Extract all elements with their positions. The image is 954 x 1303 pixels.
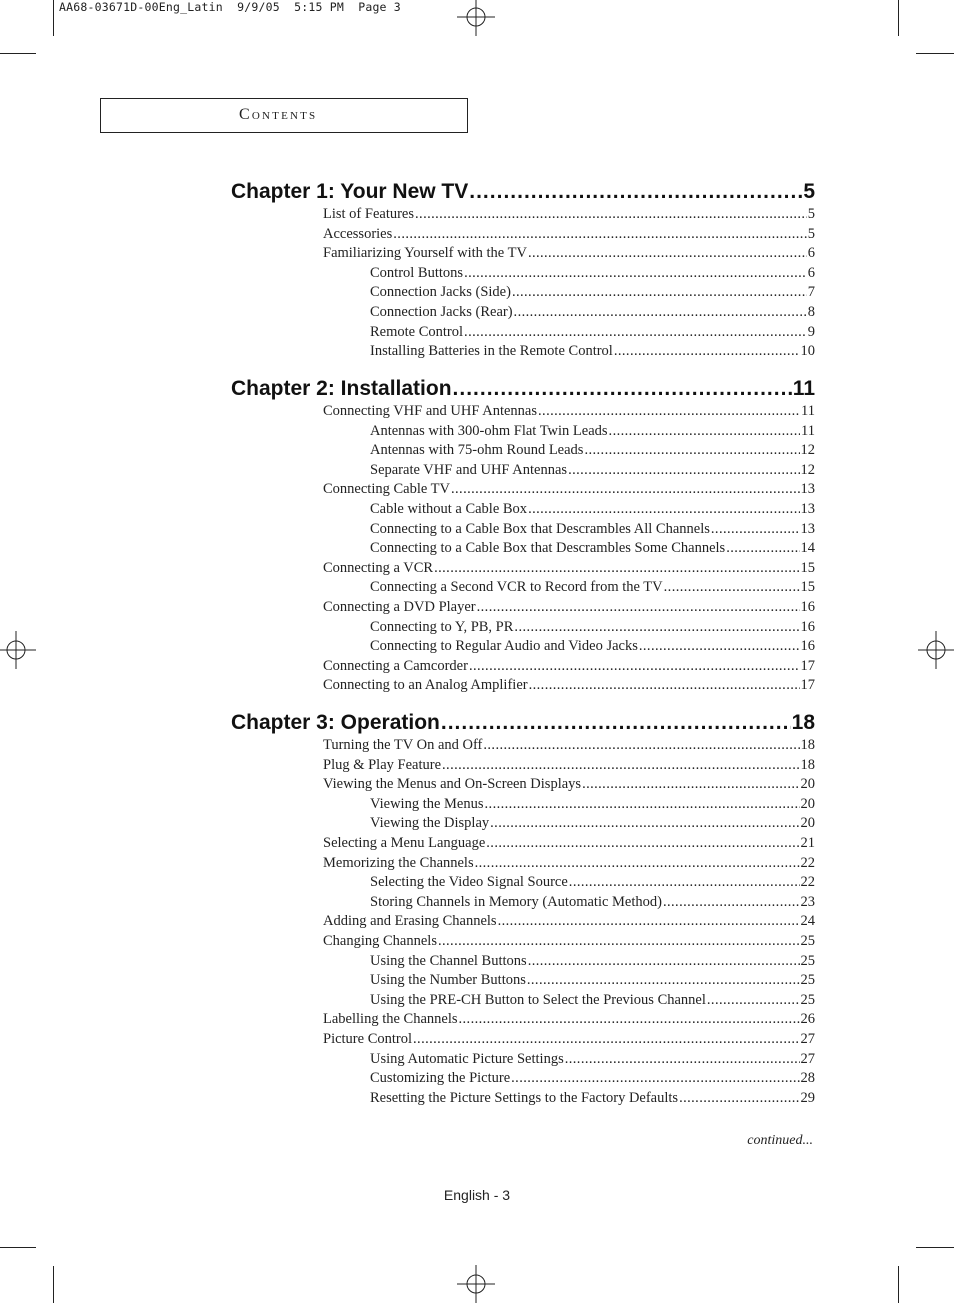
entry-page-number: 18 [800, 757, 815, 773]
toc-subentry[interactable] [370, 953, 815, 972]
dot-leader [514, 619, 799, 636]
dot-leader [441, 711, 791, 735]
dot-leader [475, 855, 800, 872]
entry-page-number: 18 [800, 737, 815, 753]
entry-title: Resetting the Picture Settings to the Factory Defaults [370, 1090, 679, 1106]
entry-title: Turning the TV On and Off [323, 737, 483, 753]
toc-subentry[interactable] [370, 423, 815, 442]
dot-leader [483, 737, 799, 754]
entry-title: Selecting a Menu Language [323, 835, 486, 851]
toc-subentry[interactable] [370, 343, 815, 362]
entry-page-number: 16 [800, 619, 815, 635]
entry-title: Connecting a DVD Player [323, 599, 476, 615]
toc-subentry[interactable] [370, 324, 815, 343]
entry-page-number: 5 [807, 226, 815, 242]
crop-mark [0, 1247, 36, 1248]
dot-leader [514, 304, 807, 321]
toc-entry[interactable] [323, 1031, 815, 1050]
toc-subentry[interactable] [370, 304, 815, 323]
entry-title: Selecting the Video Signal Source [370, 874, 568, 890]
entry-title: Connection Jacks (Rear) [370, 304, 513, 320]
entry-page-number: 25 [800, 953, 815, 969]
dot-leader [664, 579, 800, 596]
continued-note: continued... [747, 1133, 813, 1148]
entry-title: Connection Jacks (Side) [370, 284, 511, 300]
entry-page-number: 7 [807, 284, 815, 300]
toc-entry[interactable] [323, 599, 815, 618]
entry-page-number: 9 [807, 324, 815, 340]
entry-title: Connecting to an Analog Amplifier [323, 677, 528, 693]
toc-entry[interactable] [323, 933, 815, 952]
dot-leader [565, 1051, 800, 1068]
toc-entry[interactable] [323, 1011, 815, 1030]
entry-page-number: 15 [800, 579, 815, 595]
dot-leader [528, 953, 800, 970]
entry-title: Plug & Play Feature [323, 757, 442, 773]
toc-subentry[interactable] [370, 265, 815, 284]
entry-title: Using the PRE-CH Button to Select the Previous Channel [370, 992, 706, 1008]
entry-page-number: 27 [800, 1031, 815, 1047]
crop-mark [916, 1247, 954, 1248]
chapter-heading [231, 377, 815, 403]
entry-title: Viewing the Menus [370, 796, 484, 812]
registration-mark-icon [457, 1265, 495, 1303]
dot-leader [511, 1070, 799, 1087]
section-title: Contents [239, 106, 318, 123]
entry-page-number: 20 [800, 796, 815, 812]
toc-subentry[interactable] [370, 638, 815, 657]
entry-title: Using Automatic Picture Settings [370, 1051, 564, 1067]
dot-leader [584, 442, 799, 459]
crop-mark [916, 53, 954, 54]
registration-mark-icon [0, 631, 38, 669]
entry-title: Connecting a Second VCR to Record from the TV [370, 579, 663, 595]
dot-leader [413, 1031, 799, 1048]
toc-entry[interactable] [323, 677, 815, 696]
entry-page-number: 21 [800, 835, 815, 851]
dot-leader [477, 599, 800, 616]
entry-title: Familiarizing Yourself with the TV [323, 245, 527, 261]
chapter-page-number: 5 [803, 180, 815, 203]
chapter-heading [231, 711, 815, 737]
entry-page-number: 6 [807, 245, 815, 261]
toc-subentry[interactable] [370, 992, 815, 1011]
entry-title: Connecting Cable TV [323, 481, 450, 497]
entry-page-number: 25 [800, 972, 815, 988]
toc-entry[interactable] [323, 913, 815, 932]
chapter-title: Chapter 3: Operation [231, 711, 440, 734]
entry-page-number: 5 [807, 206, 815, 222]
entry-title: Connecting a VCR [323, 560, 434, 576]
toc-subentry[interactable] [370, 874, 815, 893]
dot-leader [442, 757, 799, 774]
entry-page-number: 26 [800, 1011, 815, 1027]
toc-subentry[interactable] [370, 619, 815, 638]
entry-page-number: 22 [800, 874, 815, 890]
dot-leader [663, 894, 800, 911]
entry-title: Installing Batteries in the Remote Control [370, 343, 613, 359]
entry-page-number: 12 [800, 462, 815, 478]
dot-leader [498, 913, 800, 930]
entry-page-number: 17 [800, 677, 815, 693]
entry-title: Viewing the Menus and On-Screen Displays [323, 776, 582, 792]
dot-leader [707, 992, 800, 1009]
entry-title: Customizing the Picture [370, 1070, 511, 1086]
dot-leader [528, 245, 807, 262]
entry-title: Connecting to a Cable Box that Descrambles All Channels [370, 521, 710, 537]
dot-leader [568, 462, 799, 479]
dot-leader [679, 1090, 799, 1107]
page-footer: English - 3 [443, 1187, 511, 1203]
toc-subentry[interactable] [370, 462, 815, 481]
entry-page-number: 8 [807, 304, 815, 320]
dot-leader [527, 972, 800, 989]
dot-leader [453, 377, 792, 401]
entry-page-number: 25 [800, 992, 815, 1008]
entry-title: Remote Control [370, 324, 464, 340]
entry-title: Connecting to Regular Audio and Video Jacks [370, 638, 638, 654]
entry-title: Control Buttons [370, 265, 464, 281]
entry-page-number: 16 [800, 599, 815, 615]
entry-page-number: 12 [800, 442, 815, 458]
toc-subentry[interactable] [370, 579, 815, 598]
toc-entry[interactable] [323, 757, 815, 776]
toc-entry[interactable] [323, 560, 815, 579]
dot-leader [582, 776, 799, 793]
dot-leader [609, 423, 800, 440]
toc-subentry[interactable] [370, 1090, 815, 1109]
dot-leader [614, 343, 800, 360]
entry-page-number: 29 [800, 1090, 815, 1106]
chapter-title: Chapter 2: Installation [231, 377, 452, 400]
dot-leader [490, 815, 799, 832]
entry-title: Accessories [323, 226, 393, 242]
toc-subentry[interactable] [370, 1070, 815, 1089]
toc-subentry[interactable] [370, 501, 815, 520]
toc-entry[interactable] [323, 776, 815, 795]
toc-entry[interactable] [323, 835, 815, 854]
dot-leader [393, 226, 806, 243]
entry-page-number: 11 [801, 403, 815, 419]
crop-mark [53, 1266, 54, 1303]
entry-page-number: 28 [800, 1070, 815, 1086]
entry-title: Connecting to Y, PB, PR [370, 619, 514, 635]
entry-page-number: 25 [800, 933, 815, 949]
toc-subentry[interactable] [370, 442, 815, 461]
entry-title: Connecting a Camcorder [323, 658, 468, 674]
entry-page-number: 15 [800, 560, 815, 576]
entry-page-number: 13 [800, 481, 815, 497]
dot-leader [464, 265, 807, 282]
toc-entry[interactable] [323, 658, 815, 677]
dot-leader [485, 796, 800, 813]
entry-page-number: 10 [800, 343, 815, 359]
toc-subentry[interactable] [370, 521, 815, 540]
dot-leader [529, 677, 800, 694]
entry-title: Using the Channel Buttons [370, 953, 527, 969]
toc-entry[interactable] [323, 206, 815, 225]
entry-page-number: 11 [801, 423, 815, 439]
dot-leader [464, 324, 807, 341]
dot-leader [459, 1011, 800, 1028]
entry-title: Cable without a Cable Box [370, 501, 528, 517]
entry-page-number: 13 [800, 521, 815, 537]
crop-mark [0, 53, 36, 54]
entry-page-number: 23 [800, 894, 815, 910]
entry-title: Storing Channels in Memory (Automatic Method) [370, 894, 662, 910]
entry-title: Changing Channels [323, 933, 437, 949]
toc-entry[interactable] [323, 737, 815, 756]
entry-page-number: 13 [800, 501, 815, 517]
print-slug: AA68-03671D-00Eng_Latin 9/9/05 5:15 PM Page 3 [59, 0, 401, 14]
toc-entry[interactable] [323, 855, 815, 874]
dot-leader [486, 835, 799, 852]
entry-page-number: 27 [800, 1051, 815, 1067]
dot-leader [512, 284, 807, 301]
toc-subentry[interactable] [370, 1051, 815, 1070]
dot-leader [438, 933, 800, 950]
entry-page-number: 6 [807, 265, 815, 281]
section-header [100, 98, 468, 133]
entry-title: Connecting to a Cable Box that Descrambles Some Channels [370, 540, 726, 556]
dot-leader [538, 403, 800, 420]
dot-leader [569, 874, 800, 891]
registration-mark-icon [916, 631, 954, 669]
dot-leader [451, 481, 800, 498]
entry-title: Using the Number Buttons [370, 972, 526, 988]
entry-page-number: 20 [800, 776, 815, 792]
dot-leader [415, 206, 807, 223]
entry-page-number: 24 [800, 913, 815, 929]
chapter-page-number: 11 [792, 377, 815, 400]
dot-leader [469, 658, 800, 675]
toc-entry[interactable] [323, 245, 815, 264]
toc-subentry[interactable] [370, 972, 815, 991]
chapter-page-number: 18 [791, 711, 815, 734]
chapter-title: Chapter 1: Your New TV [231, 180, 469, 203]
toc-subentry[interactable] [370, 815, 815, 834]
chapter-heading [231, 180, 815, 206]
dot-leader [639, 638, 800, 655]
dot-leader [469, 180, 802, 204]
toc-entry[interactable] [323, 403, 815, 422]
entry-title: Connecting VHF and UHF Antennas [323, 403, 538, 419]
entry-title: Labelling the Channels [323, 1011, 458, 1027]
entry-title: Separate VHF and UHF Antennas [370, 462, 568, 478]
entry-title: Viewing the Display [370, 815, 490, 831]
entry-title: Adding and Erasing Channels [323, 913, 497, 929]
entry-page-number: 14 [800, 540, 815, 556]
dot-leader [434, 560, 799, 577]
entry-page-number: 20 [800, 815, 815, 831]
entry-title: Memorizing the Channels [323, 855, 474, 871]
entry-page-number: 22 [800, 855, 815, 871]
entry-title: Picture Control [323, 1031, 413, 1047]
crop-mark [898, 0, 899, 36]
dot-leader [528, 501, 799, 518]
registration-mark-icon [457, 0, 495, 38]
entry-page-number: 17 [800, 658, 815, 674]
toc-subentry[interactable] [370, 894, 815, 913]
dot-leader [726, 540, 799, 557]
entry-title: Antennas with 75-ohm Round Leads [370, 442, 584, 458]
entry-title: Antennas with 300-ohm Flat Twin Leads [370, 423, 608, 439]
toc-entry[interactable] [323, 226, 815, 245]
toc-subentry[interactable] [370, 796, 815, 815]
crop-mark [898, 1266, 899, 1303]
entry-page-number: 16 [800, 638, 815, 654]
crop-mark [53, 0, 54, 36]
toc-subentry[interactable] [370, 540, 815, 559]
toc-subentry[interactable] [370, 284, 815, 303]
dot-leader [711, 521, 800, 538]
toc-entry[interactable] [323, 481, 815, 500]
entry-title: List of Features [323, 206, 415, 222]
